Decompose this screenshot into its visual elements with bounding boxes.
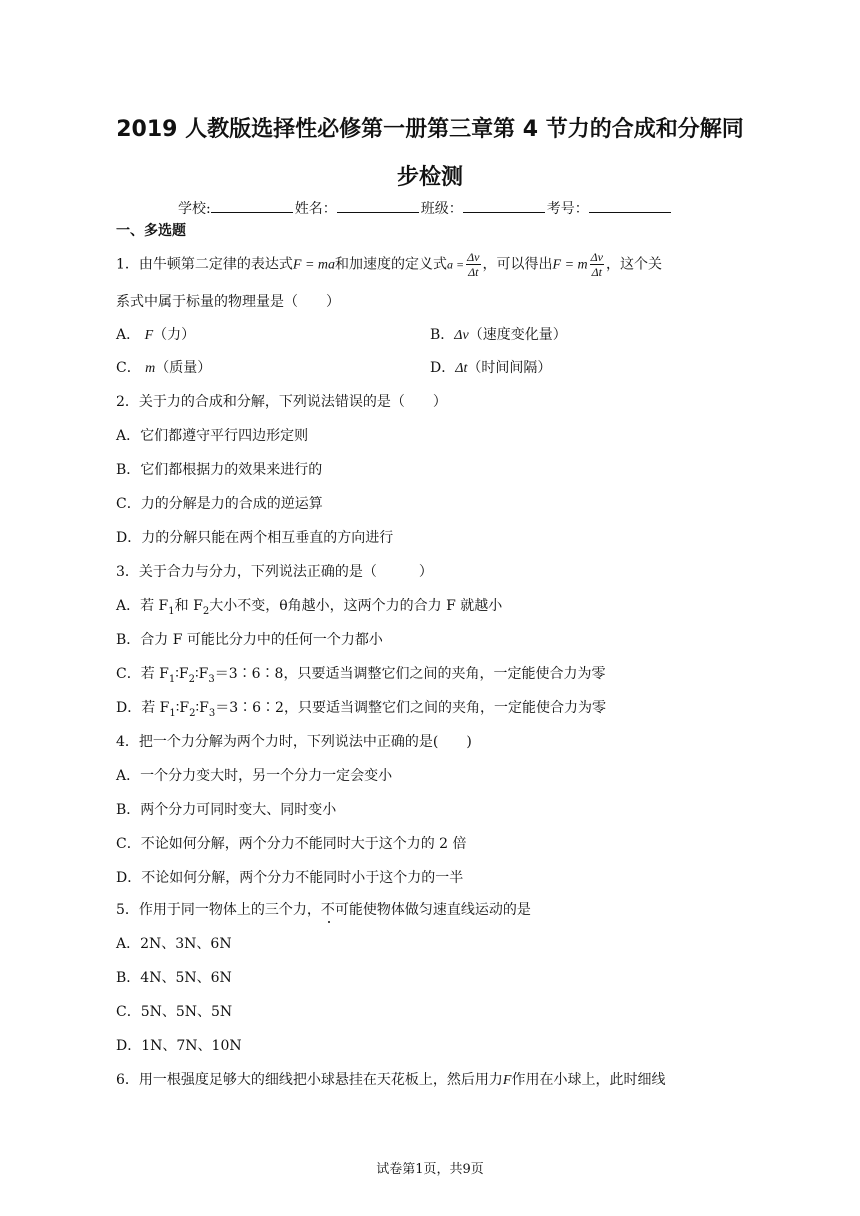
q3-d-colon2: ∶F xyxy=(195,700,209,716)
document-title-line2: 步检测 xyxy=(396,165,463,190)
question-4-stem: 4．把一个力分解为两个力时，下列说法中正确的是( ) xyxy=(116,734,472,750)
q5-option-d[interactable]: D．1N、7N、10N xyxy=(116,1038,242,1054)
q4-option-b[interactable]: B．两个分力可同时变大、同时变小 xyxy=(116,802,337,818)
q5-stem-pre: 5．作用于同一物体上的三个力， xyxy=(116,902,321,918)
q1-option-c[interactable] xyxy=(116,358,211,379)
name-label: 姓名： xyxy=(294,201,337,217)
question-2-stem: 2．关于力的合成和分解，下列说法错误的是（ ） xyxy=(116,394,447,410)
exam-no-label: 考号： xyxy=(546,201,589,217)
q1-option-c-label: C． xyxy=(116,360,141,376)
q1-prefix: 1．由牛顿第二定律的表达式 xyxy=(116,256,293,273)
q6-force-symbol: F xyxy=(502,1073,512,1088)
q3-c-colon1: ∶F xyxy=(175,666,189,682)
q1-option-b-symbol: Δv xyxy=(454,328,469,343)
q5-option-b[interactable]: B．4N、5N、6N xyxy=(116,970,232,986)
q3-a-sub1: 1 xyxy=(168,605,175,617)
q5-option-c[interactable]: C．5N、5N、5N xyxy=(116,1004,233,1020)
q1-formula-fma: F = ma xyxy=(292,257,336,273)
q1-option-b-text: （速度变化量） xyxy=(468,327,567,343)
q1-option-b[interactable] xyxy=(430,325,567,346)
q3-c-sub2: 2 xyxy=(188,673,195,685)
q1-option-d-symbol: Δt xyxy=(455,361,468,376)
q2-option-c[interactable]: C．力的分解是力的合成的逆运算 xyxy=(116,496,323,512)
page-footer: 试卷第1页，共9页 xyxy=(376,1162,484,1177)
document-title-line1: 2019 人教版选择性必修第一册第三章第 4 节力的合成和分解同 xyxy=(116,117,744,142)
q4-option-c[interactable]: C．不论如何分解，两个分力不能同时大于这个力的 2 倍 xyxy=(116,836,467,852)
q2-option-b[interactable]: B．它们都根据力的效果来进行的 xyxy=(116,462,323,478)
q3-c-post: ＝3∶6∶8，只要适当调整它们之间的夹角，一定能使合力为零 xyxy=(214,666,606,682)
question-1-stem xyxy=(116,250,662,279)
q3-d-sub1: 1 xyxy=(169,707,176,719)
q3-d-colon1: ∶F xyxy=(175,700,190,716)
q1-suffix: ，这个关 xyxy=(606,256,662,273)
class-label: 班级： xyxy=(420,201,463,217)
q1-fraction-1 xyxy=(466,250,480,279)
school-label: 学校: xyxy=(178,201,211,217)
q6-stem-pre: 6．用一根强度足够大的细线把小球悬挂在天花板上，然后用力 xyxy=(116,1072,503,1088)
q5-option-a[interactable]: A．2N、3N、6N xyxy=(116,936,232,952)
q3-d-post: ＝3∶6∶2，只要适当调整它们之间的夹角，一定能使合力为零 xyxy=(215,700,606,716)
q1-option-d-label: D． xyxy=(430,360,456,376)
name-blank xyxy=(337,200,419,213)
q3-a-pre: A．若 F xyxy=(116,598,169,614)
q3-c-colon2: ∶F xyxy=(195,666,209,682)
q1-frac2-num: Δv xyxy=(590,250,603,264)
q3-c-sub3: 3 xyxy=(208,673,215,685)
q5-stem-post: 可能使物体做匀速直线运动的是 xyxy=(334,902,531,918)
q4-option-d[interactable]: D．不论如何分解，两个分力不能同时小于这个力的一半 xyxy=(116,870,464,886)
q1-option-a-label: A． xyxy=(116,327,141,343)
q3-option-a[interactable] xyxy=(116,596,502,622)
q3-c-pre: C．若 F xyxy=(116,666,169,682)
q1-a-eq: a = xyxy=(447,257,465,272)
question-6-stem xyxy=(116,1070,665,1091)
q1-frac2-den: Δt xyxy=(591,265,602,279)
q1-mid2-text: ，可以得出 xyxy=(482,256,553,273)
q1-frac1-num: Δv xyxy=(467,250,480,264)
student-info-row xyxy=(178,198,673,218)
q4-option-a[interactable]: A．一个分力变大时，另一个分力一定会变小 xyxy=(116,768,393,784)
q1-fraction-2 xyxy=(590,250,604,279)
q1-mid-text: 和加速度的定义式 xyxy=(335,256,448,273)
q3-d-sub3: 3 xyxy=(208,707,216,719)
class-blank xyxy=(463,200,545,213)
q1-option-d-text: （时间间隔） xyxy=(467,360,552,376)
q3-a-sub2: 2 xyxy=(202,605,210,617)
section-heading: 一、多选题 xyxy=(116,223,186,239)
q3-option-c[interactable] xyxy=(116,664,605,690)
q3-c-sub1: 1 xyxy=(168,673,176,685)
q1-option-c-text: （质量） xyxy=(155,360,212,376)
q1-option-c-symbol: m xyxy=(145,361,156,376)
q3-d-sub2: 2 xyxy=(189,707,196,719)
question-3-stem: 3．关于合力与分力，下列说法正确的是（ ） xyxy=(116,564,433,580)
q1-option-a-text: （力） xyxy=(153,327,196,343)
q1-f-eq: F = m xyxy=(552,257,588,273)
q2-option-a[interactable]: A．它们都遵守平行四边形定则 xyxy=(116,428,309,444)
school-blank xyxy=(211,200,293,213)
q5-stem-emphasis: 不 xyxy=(320,902,335,918)
q1-option-a-symbol: F xyxy=(144,328,154,343)
question-1-stem-line2: 系式中属于标量的物理量是（ ） xyxy=(116,294,340,310)
question-5-stem xyxy=(116,900,531,920)
q3-a-mid: 和 F xyxy=(174,598,203,614)
exam-no-blank xyxy=(589,200,671,213)
q1-option-a[interactable] xyxy=(116,325,195,346)
q1-frac1-den: Δt xyxy=(468,265,479,279)
q3-option-d[interactable] xyxy=(116,698,606,724)
q2-option-d[interactable]: D．力的分解只能在两个相互垂直的方向进行 xyxy=(116,530,394,546)
q1-option-d[interactable] xyxy=(430,358,551,379)
q1-option-b-label: B． xyxy=(430,327,455,343)
q6-stem-post: 作用在小球上，此时细线 xyxy=(511,1072,666,1088)
q3-d-pre: D．若 F xyxy=(116,700,170,716)
q3-option-b[interactable]: B．合力 F 可能比分力中的任何一个力都小 xyxy=(116,632,383,648)
q3-a-post: 大小不变，θ角越小，这两个力的合力 F 就越小 xyxy=(209,598,503,614)
